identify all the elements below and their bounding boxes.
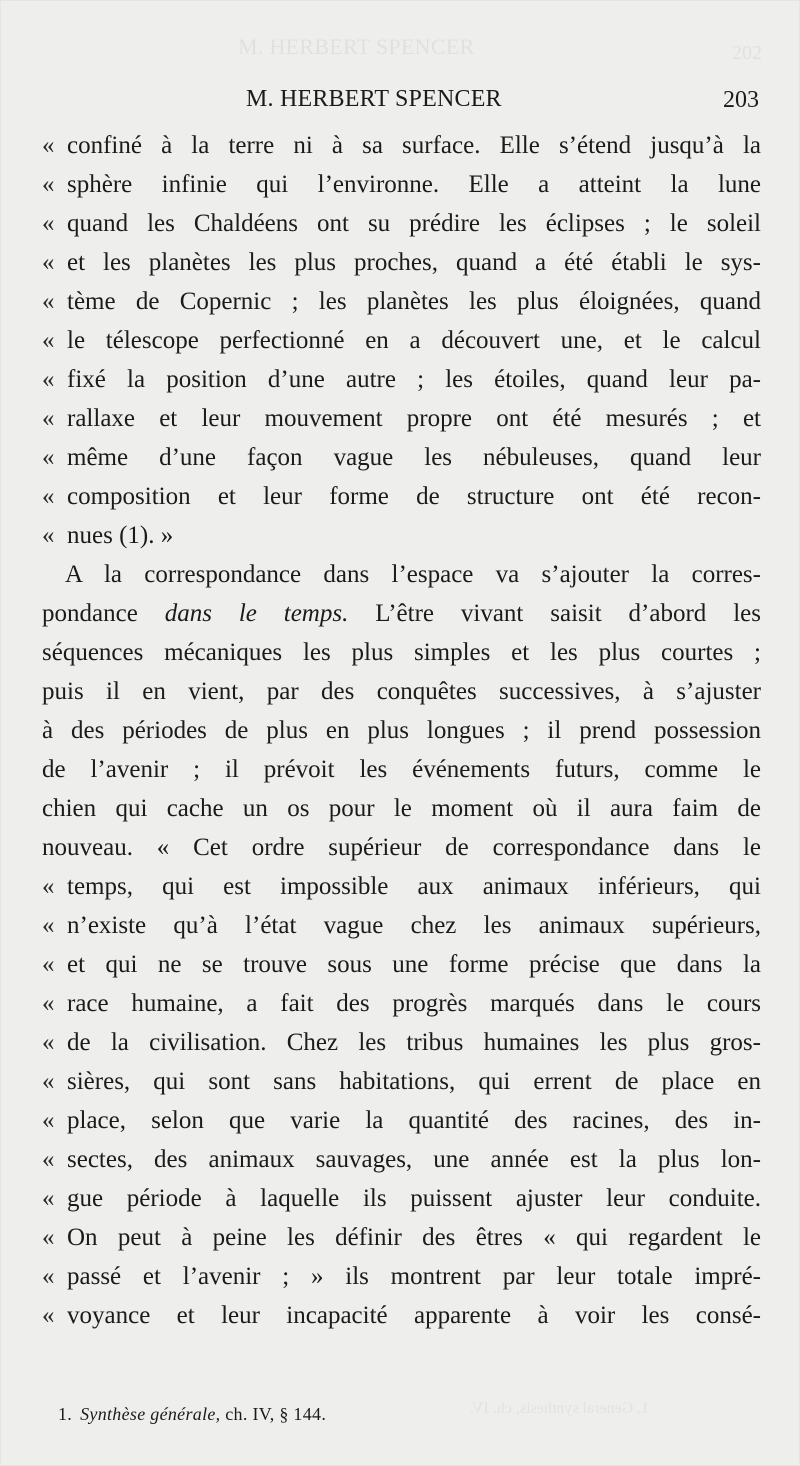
text-line <box>42 1257 761 1296</box>
text-line <box>42 516 761 555</box>
text-line <box>42 1179 761 1218</box>
line-text: quand les Chaldéens ont su prédire les éclipses ; le soleil <box>67 210 761 237</box>
bleed-through-page-number: 202 <box>732 42 762 64</box>
text-line <box>42 789 761 828</box>
line-text: tème de Copernic ; les planètes les plus éloignées, quand <box>67 288 761 315</box>
quote-mark: « <box>42 1302 55 1329</box>
line-text: sphère infinie qui l’environne. Elle a atteint la lune <box>67 171 761 198</box>
text-line <box>42 438 761 477</box>
text-line <box>42 711 761 750</box>
quote-mark: « <box>42 912 55 939</box>
line-text: et qui ne se trouve sous une forme précise que dans la <box>67 951 761 978</box>
quote-mark: « <box>42 951 55 978</box>
line-text: fixé la position d’une autre ; les étoiles, quand leur pa- <box>67 366 761 393</box>
italic-phrase: dans le temps. <box>164 600 349 627</box>
line-text: nouveau. « Cet ordre supérieur de correspondance dans le <box>42 834 761 861</box>
quote-mark: « <box>42 522 55 549</box>
line-text: même d’une façon vague les nébuleuses, quand leur <box>67 444 761 471</box>
footnote <box>58 1404 326 1425</box>
text-line <box>42 906 761 945</box>
text-line <box>42 1023 761 1062</box>
quote-mark: « <box>42 483 55 510</box>
line-text: le télescope perfectionné en a découvert une, et le calcul <box>67 327 761 354</box>
line-text: chien qui cache un os pour le moment où il aura faim de <box>42 795 761 822</box>
line-text: sières, qui sont sans habitations, qui errent de place en <box>67 1068 761 1095</box>
line-text-part: L’être vivant saisit d’abord les <box>348 600 761 627</box>
line-text: nues (1). » <box>67 522 174 549</box>
quote-mark: « <box>42 1263 55 1290</box>
line-text: puis il en vient, par des conquêtes successives, à s’ajuster <box>42 678 761 705</box>
text-line <box>42 282 761 321</box>
text-line <box>42 399 761 438</box>
text-line <box>42 165 761 204</box>
text-line <box>42 126 761 165</box>
quote-mark: « <box>42 1224 55 1251</box>
line-text: de l’avenir ; il prévoit les événements futurs, comme le <box>42 756 761 783</box>
text-line <box>42 477 761 516</box>
text-line <box>42 594 761 633</box>
running-head <box>0 86 800 116</box>
text-line <box>42 828 761 867</box>
quote-mark: « <box>42 1107 55 1134</box>
text-line <box>42 243 761 282</box>
line-text: de la civilisation. Chez les tribus humaines les plus gros- <box>67 1029 761 1056</box>
text-line <box>42 321 761 360</box>
body-text <box>42 126 761 1335</box>
line-text: passé et l’avenir ; » ils montrent par leur totale impré- <box>67 1263 761 1290</box>
text-line <box>42 633 761 672</box>
text-line <box>42 984 761 1023</box>
quote-mark: « <box>42 249 55 276</box>
text-line <box>42 750 761 789</box>
footnote-reference: ch. IV, § 144. <box>220 1404 327 1424</box>
line-text: et les planètes les plus proches, quand a été établi le sys- <box>67 249 761 276</box>
quote-mark: « <box>42 1029 55 1056</box>
line-text: place, selon que varie la quantité des racines, des in- <box>67 1107 761 1134</box>
text-line <box>42 1101 761 1140</box>
line-text: à des périodes de plus en plus longues ; il prend possession <box>42 717 761 744</box>
line-text: séquences mécaniques les plus simples et les plus courtes ; <box>42 639 761 666</box>
running-title: M. HERBERT SPENCER <box>246 86 502 112</box>
text-line <box>42 672 761 711</box>
line-text: confiné à la terre ni à sa surface. Elle s’étend jusqu’à la <box>67 132 761 159</box>
line-text: composition et leur forme de structure ont été recon- <box>67 483 761 510</box>
bleed-through-header: M. HERBERT SPENCER <box>238 34 475 59</box>
line-text-part: pondance <box>42 600 165 627</box>
line-text: race humaine, a fait des progrès marqués dans le cours <box>67 990 761 1017</box>
line-text: voyance et leur incapacité apparente à voir les consé- <box>67 1302 761 1329</box>
quote-mark: « <box>42 171 55 198</box>
quote-mark: « <box>42 1185 55 1212</box>
page-number: 203 <box>723 87 759 113</box>
line-text: rallaxe et leur mouvement propre ont été mesurés ; et <box>67 405 761 432</box>
text-line <box>42 945 761 984</box>
quote-mark: « <box>42 366 55 393</box>
line-text: A la correspondance dans l’espace va s’ajouter la corres- <box>65 561 761 588</box>
quote-mark: « <box>42 132 55 159</box>
footnote-number: 1. <box>58 1404 73 1424</box>
text-line <box>42 1296 761 1335</box>
line-text: On peut à peine les définir des êtres « qui regardent le <box>67 1224 761 1251</box>
quote-mark: « <box>42 444 55 471</box>
quote-mark: « <box>42 990 55 1017</box>
quote-mark: « <box>42 405 55 432</box>
quote-mark: « <box>42 210 55 237</box>
text-line <box>42 1218 761 1257</box>
bleed-through-footnote: 1. General synthesis, ch. IV. <box>470 1400 650 1417</box>
quote-mark: « <box>42 1146 55 1173</box>
line-text: n’existe qu’à l’état vague chez les animaux supérieurs, <box>67 912 761 939</box>
text-line <box>42 360 761 399</box>
line-text: gue période à laquelle ils puissent ajuster leur conduite. <box>67 1185 761 1212</box>
text-line <box>42 204 761 243</box>
paragraph-first-line <box>42 555 761 594</box>
footnote-title: Synthèse générale, <box>80 1404 221 1424</box>
quote-mark: « <box>42 1068 55 1095</box>
quote-mark: « <box>42 288 55 315</box>
quote-mark: « <box>42 327 55 354</box>
quote-mark: « <box>42 873 55 900</box>
text-line <box>42 867 761 906</box>
text-line <box>42 1140 761 1179</box>
line-text: temps, qui est impossible aux animaux inférieurs, qui <box>67 873 761 900</box>
text-line <box>42 1062 761 1101</box>
line-text: sectes, des animaux sauvages, une année est la plus lon- <box>67 1146 761 1173</box>
line-text <box>42 594 761 633</box>
